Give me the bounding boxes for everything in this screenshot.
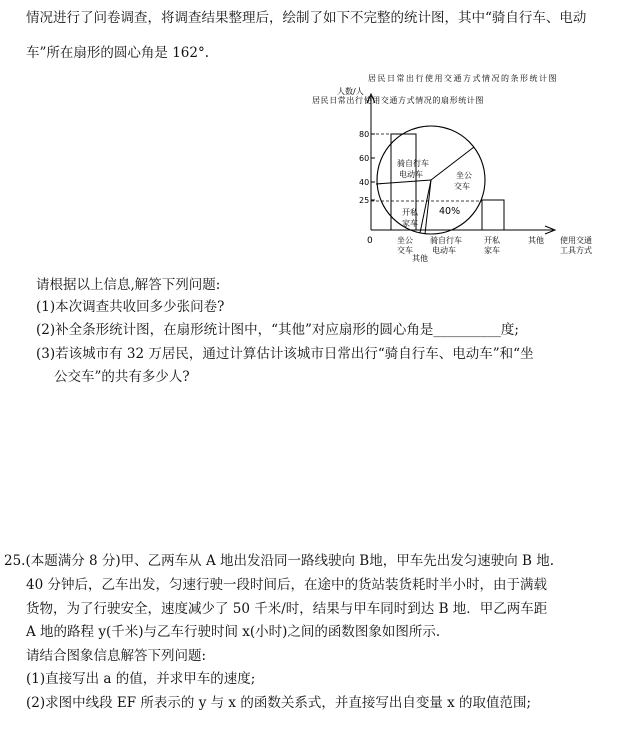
y-tick-label-40: 40	[359, 178, 370, 187]
pie-label-percent: 40%	[439, 206, 461, 217]
intro-line-1: 情况进行了问卷调查，将调查结果整理后，绘制了如下不完整的统计图，其中“骑自行车、电动	[26, 10, 587, 26]
y-tick-label-60: 60	[359, 154, 370, 163]
y-axis-unit: 人数/人	[337, 87, 364, 96]
pie-label-car-1: 开私	[402, 208, 418, 217]
pie-label-bus-2: 交车	[454, 182, 470, 191]
problem25-line-1: 25.(本题满分 8 分)甲、乙两车从 A 地出发沿同一路线驶向 B地，甲车先出发匀速驶向 B 地.	[4, 553, 555, 569]
problem25-line-2: 40 分钟后，乙车出发，匀速行驶一段时间后，在途中的货站装货耗时半小时，由于满载	[26, 577, 547, 593]
x-cat-bike-2: 电动车	[432, 246, 456, 255]
pie-label-other: 其他	[412, 254, 428, 263]
question-2: (2)补全条形统计图，在扇形统计图中，“其他”对应扇形的圆心角是__________度;	[36, 322, 519, 338]
x-cat-car-1: 开私	[484, 236, 500, 245]
problem25-prompt: 请结合图象信息解答下列问题:	[26, 648, 207, 664]
questions-prompt: 请根据以上信息,解答下列问题:	[36, 277, 221, 293]
pie-label-bike-2: 电动车	[399, 170, 423, 179]
question-3b: 公交车”的共有多少人?	[54, 369, 190, 385]
y-ticks	[359, 130, 375, 205]
problem25-q1: (1)直接写出 a 的值，并求甲车的速度;	[26, 671, 256, 687]
bar-2	[482, 200, 504, 230]
question-1: (1)本次调查共收回多少张问卷?	[36, 299, 225, 315]
pie-label-car-2: 家车	[402, 219, 418, 228]
x-cat-bike-1: 骑自行车	[430, 236, 462, 245]
x-axis-unit-1: 使用交通	[560, 236, 592, 245]
x-cat-bus-1: 坐公	[397, 236, 413, 245]
y-tick-label-25: 25	[359, 196, 370, 205]
y-tick-label-80: 80	[359, 130, 370, 139]
pie-label-bike-1: 骑自行车	[397, 159, 429, 168]
x-cat-other: 其他	[528, 236, 544, 245]
pie-label-bus-1: 坐公	[456, 171, 472, 180]
problem25-line-3: 货物，为了行驶安全，速度减少了 50 千米/时，结果与甲车同时到达 B 地．甲乙两车距	[26, 601, 548, 617]
problem25-q2: (2)求图中线段 EF 所表示的 y 与 x 的函数关系式，并直接写出自变量 x 的取值范围;	[26, 695, 532, 711]
x-cat-bus-2: 交车	[397, 246, 413, 255]
pie-chart-title: 居民日常出行使用交通方式情况的扇形统计图	[312, 96, 484, 105]
bar-chart-title: 居民日常出行使用交通方式情况的条形统计图	[368, 74, 558, 83]
intro-line-2: 车”所在扇形的圆心角是 162°.	[26, 45, 210, 61]
problem25-line-4: A 地的路程 y(千米)与乙车行驶时间 x(小时)之间的函数图象如图所示.	[26, 624, 441, 640]
origin-label: 0	[367, 236, 373, 246]
x-axis-unit-2: 工具方式	[560, 246, 592, 255]
x-cat-car-2: 家车	[484, 246, 500, 255]
question-3a: (3)若该城市有 32 万居民，通过计算估计该城市日常出行“骑自行车、电动车”和“坐	[36, 346, 534, 362]
pie-divider-2	[376, 180, 431, 184]
